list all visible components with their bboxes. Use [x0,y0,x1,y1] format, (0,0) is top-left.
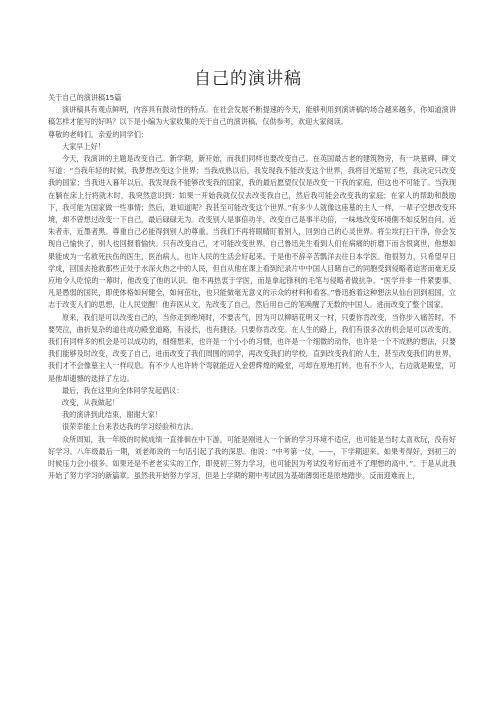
paragraph: 演讲稿具有观点鲜明，内容具有鼓动性的特点。在社会发展不断提速的今天，能够利用到演讲稿的场合越来越多，你知道演讲稿怎样才能写的好吗？以下是小编为大家收集的关于自己的演讲稿，仅供参考，欢迎大家阅读。 [48,105,456,127]
paragraph: 很荣幸能上台来表达我的学习经验和方法。 [62,422,198,432]
paragraph: 众所周知，我一年级的时候成绩一直徘徊在中下游。可能是刚进入一个新的学习环境不适应，也可能是当时太喜欢玩，没有好好学习。八年级最后一期，刘老师说的一句话引起了我的深思。他说：“中考第一仗，——，下学期迎来。如果考得好，到初三的时候压力会小很多。如果还是不老老实实的工作，即使初三努力学习，也可能因为考试没考好而进不了理想的高中。”。于是从此我开始了努力学习的新篇章。虽然我开始努力学习，但是上学期的期中考试因为基础薄弱还是原地踏步。反而迎难而上， [48,434,456,481]
paragraph: 我的演讲到此结束，谢谢大家！ [62,410,162,420]
paragraph: 改变，从我做起！ [62,398,120,408]
paragraph: 原来，我们是可以改变自己的，当你走到绝境时，不要丧气，因为可以柳暗花明又一村，只要你肯改变，当你步入痛苦时，不要哭泣，曲折复杂的道往成功殿堂道路，有浸长，也有捷径。只要你肯改变。在人生的路上，我们有很多次的机会是可以改变的，我们有同样多的机会是可以成功的，细细想来，也许是一个小小的习惯，也许是一个细微的动作，也许是一个不成熟的想法，只要我们能够及时改变，改变了自己，进而改变了我们周围的同学，再改变我们的学校，直到改变我们的人生，甚至改变我们的世界，我们才不会像墓主人一样叹息。有不少人也许转个弯就能迈入金碧辉煌的殿堂，可却在原地打转。也有不少人，右边就是殿堂，可是他却遗憾的选择了左边。 [48,312,456,383]
paragraph: 关于自己的演讲稿15篇 [48,93,122,102]
document-title: 自己的演讲稿 [194,69,302,89]
paragraph: 最后，我在这里向全体同学发起倡议： [62,385,184,395]
paragraph: 大家早上好！ [62,141,105,151]
paragraph: 今天，我演讲的主题是改变自己。新学期，新开始，而我们同样也要改变自己。在英国最古老的建筑物旁，有一块墓碑，碑文写道：“当我年轻的时候，我梦想改变这个世界；当我成熟以后，我发现我不能改变这个世界，我将目光缩短了些，我决定只改变我的国家；当我进入暮年以后，我发现我不能够改变我的国家，我的最后愿望仅仅是改变一下我的家庭，但这也不可能了。当我现在躺在床上行将就木时，我突然意识到：如果一开始我就仅仅去改变我自己，然后我可能会改变我的家庭；在家人的帮助和鼓励下，我可能为国家做一些事情；然后，谁知道呢？我甚至可能改变这个世界。”有多少人就像这座墓的主人一样，一辈子空想改变环境，却不曾想过改变一下自己，最后碌碌无为。改变别人是事倍功半，改变自己是事半功倍，一味地改变环境側不如反躬自问。近朱者赤，近墨者黑。尊重自己必能得到别人的尊重。当我们不再将眼睛盯着别人，回到自己的心灵世界。将尘埃打扫干净，你会发现自己愉快了，别人也回报着愉快。只有改变自己，才可能改变世界。自己鲁迅先生看到人们在病痛的折磨下而含恨离世，他想如果能成为一名救死扶伤的医生，医治病人，也许人民的生活会好起来。于是他不辞辛苦瓢洋去往日本学医。他很努力，只希望早日学成，回国去抢救那些正处于水深火热之中的人民，但自从他在课上看到纪录片中中国人目睹自己的同胞受到侵略者迫害而毫无反应地令人吃惊的一幕时，他改变了他的认识。他不再热衷于学医，而是拿起锋利的毛笔与侵略者做抗争。“医学并非一件紧要事，凡是愚弱的国民，即使体格如何健全，如何茁壮，也只能做毫无意义的示众的材料和看客。”鲁迅抱着这种想法从仙台回到祖国，立志于改变人们的思想，让人民觉醒！他弃医从文，先改变了自己，然后用自己的笔唤醒了无数的中国人。进而改变了整个国家。 [48,154,456,310]
paragraph: 尊敬的老师们，亲爱的同学们： [48,129,148,139]
document-body [48,92,456,483]
